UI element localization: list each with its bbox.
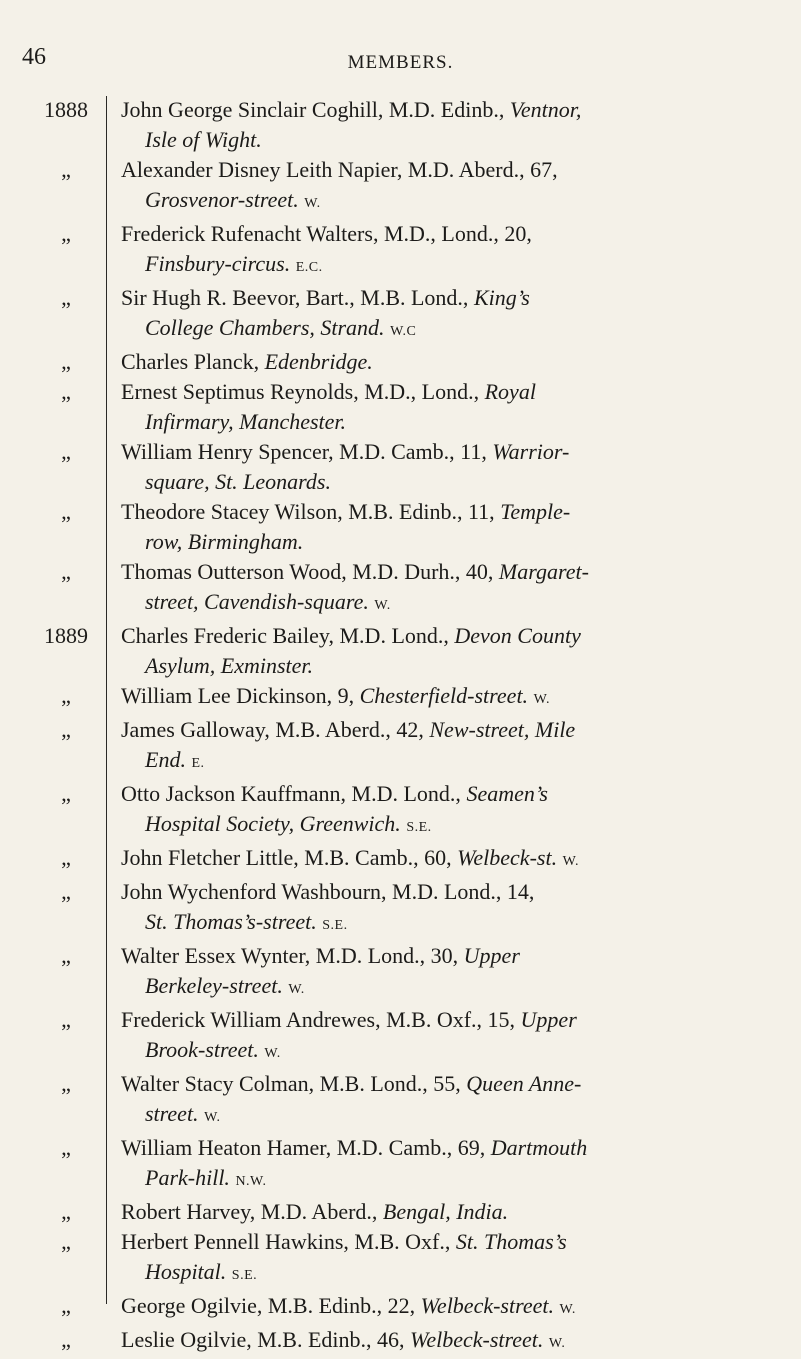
member-address-continued: street. [145,1101,199,1126]
member-text [121,1005,793,1069]
postal-district: W. [559,1302,576,1317]
member-address-continued: Finsbury-circus. [145,251,291,276]
member-text [121,941,793,1005]
member-text [121,1227,793,1291]
member-entry [0,715,801,779]
member-address-continued: row, Birmingham. [145,529,304,554]
member-address: Upper [463,943,520,968]
election-year: „ [61,379,71,404]
member-text [121,377,793,437]
member-entry [0,1197,801,1227]
member-name: Frederick William Andrewes, M.B. Oxf., 15, [121,1007,516,1032]
member-entry [0,1005,801,1069]
member-entry [0,621,801,681]
member-name: Herbert Pennell Hawkins, M.B. Oxf., [121,1229,451,1254]
member-entry [0,283,801,347]
member-address: St. Thomas’s [455,1229,567,1254]
member-address-continued: Park-hill. [145,1165,230,1190]
member-address: King’s [473,285,530,310]
election-year: „ [61,717,71,742]
member-entry [0,219,801,283]
member-address-continued: Hospital Society, Greenwich. [145,811,401,836]
election-year: „ [61,157,71,182]
member-text [121,283,793,347]
member-address-continued: Asylum, Exminster. [145,653,314,678]
election-year: „ [61,845,71,870]
member-name: Walter Stacy Colman, M.B. Lond., 55, [121,1071,461,1096]
election-year: „ [61,943,71,968]
member-address-continued: Isle of Wight. [145,127,262,152]
member-address: New-street, Mile [429,717,576,742]
member-entry [0,877,801,941]
member-name: John George Sinclair Coghill, M.D. Edinb., [121,97,505,122]
election-year: „ [61,439,71,464]
postal-district: S.E. [231,1268,258,1283]
member-text [121,715,793,779]
election-year: „ [61,559,71,584]
member-entry [0,1069,801,1133]
member-text [121,95,793,155]
member-entry [0,941,801,1005]
member-address-continued: Grosvenor-street. [145,187,299,212]
postal-district: N.W. [235,1174,267,1189]
member-entry [0,497,801,557]
postal-district: W. [264,1046,281,1061]
member-text [121,497,793,557]
member-address: Bengal, India. [382,1199,509,1224]
member-address-continued: St. Thomas’s-street. [145,909,317,934]
member-entry [0,557,801,621]
member-address-continued: Berkeley-street. [145,973,283,998]
member-text [121,1133,793,1197]
member-name: James Galloway, M.B. Aberd., 42, [121,717,424,742]
member-text [121,557,793,621]
election-year: „ [61,221,71,246]
member-address: Dartmouth [490,1135,588,1160]
member-name: Theodore Stacey Wilson, M.B. Edinb., 11, [121,499,495,524]
postal-district: E.C. [295,260,323,275]
member-text [121,843,793,877]
member-address: Warrior- [492,439,570,464]
member-name: John Fletcher Little, M.B. Camb., 60, [121,845,452,870]
postal-district: W.C [390,324,417,339]
member-name: Sir Hugh R. Beevor, Bart., M.B. Lond., [121,285,469,310]
election-year: „ [61,1135,71,1160]
member-address: Temple- [500,499,571,524]
member-address: Devon County [454,623,581,648]
election-year: „ [61,1229,71,1254]
election-year: „ [61,879,71,904]
postal-district: W. [562,854,580,869]
member-name: Robert Harvey, M.D. Aberd., [121,1199,378,1224]
member-address: Welbeck-street. [410,1327,544,1352]
member-address-continued: Hospital. [145,1259,227,1284]
election-year: „ [61,1327,71,1352]
member-entry [0,437,801,497]
member-entry [0,347,801,377]
member-address: Upper [520,1007,577,1032]
members-list [0,95,801,1359]
member-address-continued: square, St. Leonards. [145,469,331,494]
member-address: Welbeck-street. [420,1293,554,1318]
member-text [121,1197,793,1227]
member-address-continued: College Chambers, Strand. [145,315,385,340]
member-name: John Wychenford Washbourn, M.D. Lond., 14, [121,879,535,904]
member-name: Frederick Rufenacht Walters, M.D., Lond., 20, [121,221,532,246]
member-address: Seamen’s [466,781,548,806]
member-text [121,1291,793,1325]
election-year: „ [61,683,71,708]
election-year: „ [61,1199,71,1224]
member-name: William Henry Spencer, M.D. Camb., 11, [121,439,487,464]
member-address: Margaret- [498,559,589,584]
member-name: Leslie Ogilvie, M.B. Edinb., 46, [121,1327,405,1352]
member-entry [0,155,801,219]
election-year: „ [61,349,71,374]
member-text [121,155,793,219]
member-address-continued: End. [145,747,186,772]
member-text [121,347,793,377]
member-name: Charles Frederic Bailey, M.D. Lond., [121,623,449,648]
member-text [121,779,793,843]
postal-district: S.E. [406,820,432,835]
member-text [121,437,793,497]
election-year: „ [61,1071,71,1096]
postal-district: W. [548,1336,566,1351]
election-year: 1889 [44,623,88,648]
member-address: Royal [484,379,536,404]
member-entry [0,1227,801,1291]
member-name: William Lee Dickinson, 9, [121,683,355,708]
election-year: „ [61,285,71,310]
member-entry [0,779,801,843]
member-entry [0,95,801,155]
postal-district: W. [374,598,391,613]
postal-district: W. [288,982,305,997]
postal-district: W. [304,196,321,211]
member-text [121,621,793,681]
member-name: Thomas Outterson Wood, M.D. Durh., 40, [121,559,494,584]
member-entry [0,843,801,877]
member-entry [0,377,801,437]
member-entry [0,1291,801,1325]
postal-district: W. [533,692,550,707]
postal-district: W. [204,1110,221,1125]
member-entry [0,681,801,715]
election-year: „ [61,499,71,524]
member-address-continued: Brook-street. [145,1037,259,1062]
postal-district: S.E. [322,918,348,933]
member-name: Otto Jackson Kauffmann, M.D. Lond., [121,781,461,806]
election-year: „ [61,1007,71,1032]
member-text [121,1069,793,1133]
member-text [121,219,793,283]
member-address: Chesterfield-street. [359,683,529,708]
election-year: „ [61,781,71,806]
member-name: Walter Essex Wynter, M.D. Lond., 30, [121,943,459,968]
member-name: George Ogilvie, M.B. Edinb., 22, [121,1293,416,1318]
member-text [121,1325,793,1359]
member-address: Queen Anne- [466,1071,582,1096]
member-entry [0,1133,801,1197]
member-address: Ventnor, [509,97,582,122]
election-year: „ [61,1293,71,1318]
member-address-continued: street, Cavendish-square. [145,589,369,614]
running-head: MEMBERS. [347,52,454,73]
member-entry [0,1325,801,1359]
member-address: Welbeck-st. [457,845,558,870]
member-text [121,681,793,715]
postal-district: E. [191,756,205,771]
page-number: 46 [22,44,46,70]
election-year: 1888 [44,97,88,122]
member-name: Charles Planck, [121,349,260,374]
member-address: Edenbridge. [264,349,373,374]
member-name: Ernest Septimus Reynolds, M.D., Lond., [121,379,480,404]
member-text [121,877,793,941]
member-name: Alexander Disney Leith Napier, M.D. Aberd., 67, [121,157,558,182]
member-address-continued: Infirmary, Manchester. [145,409,347,434]
member-name: William Heaton Hamer, M.D. Camb., 69, [121,1135,486,1160]
